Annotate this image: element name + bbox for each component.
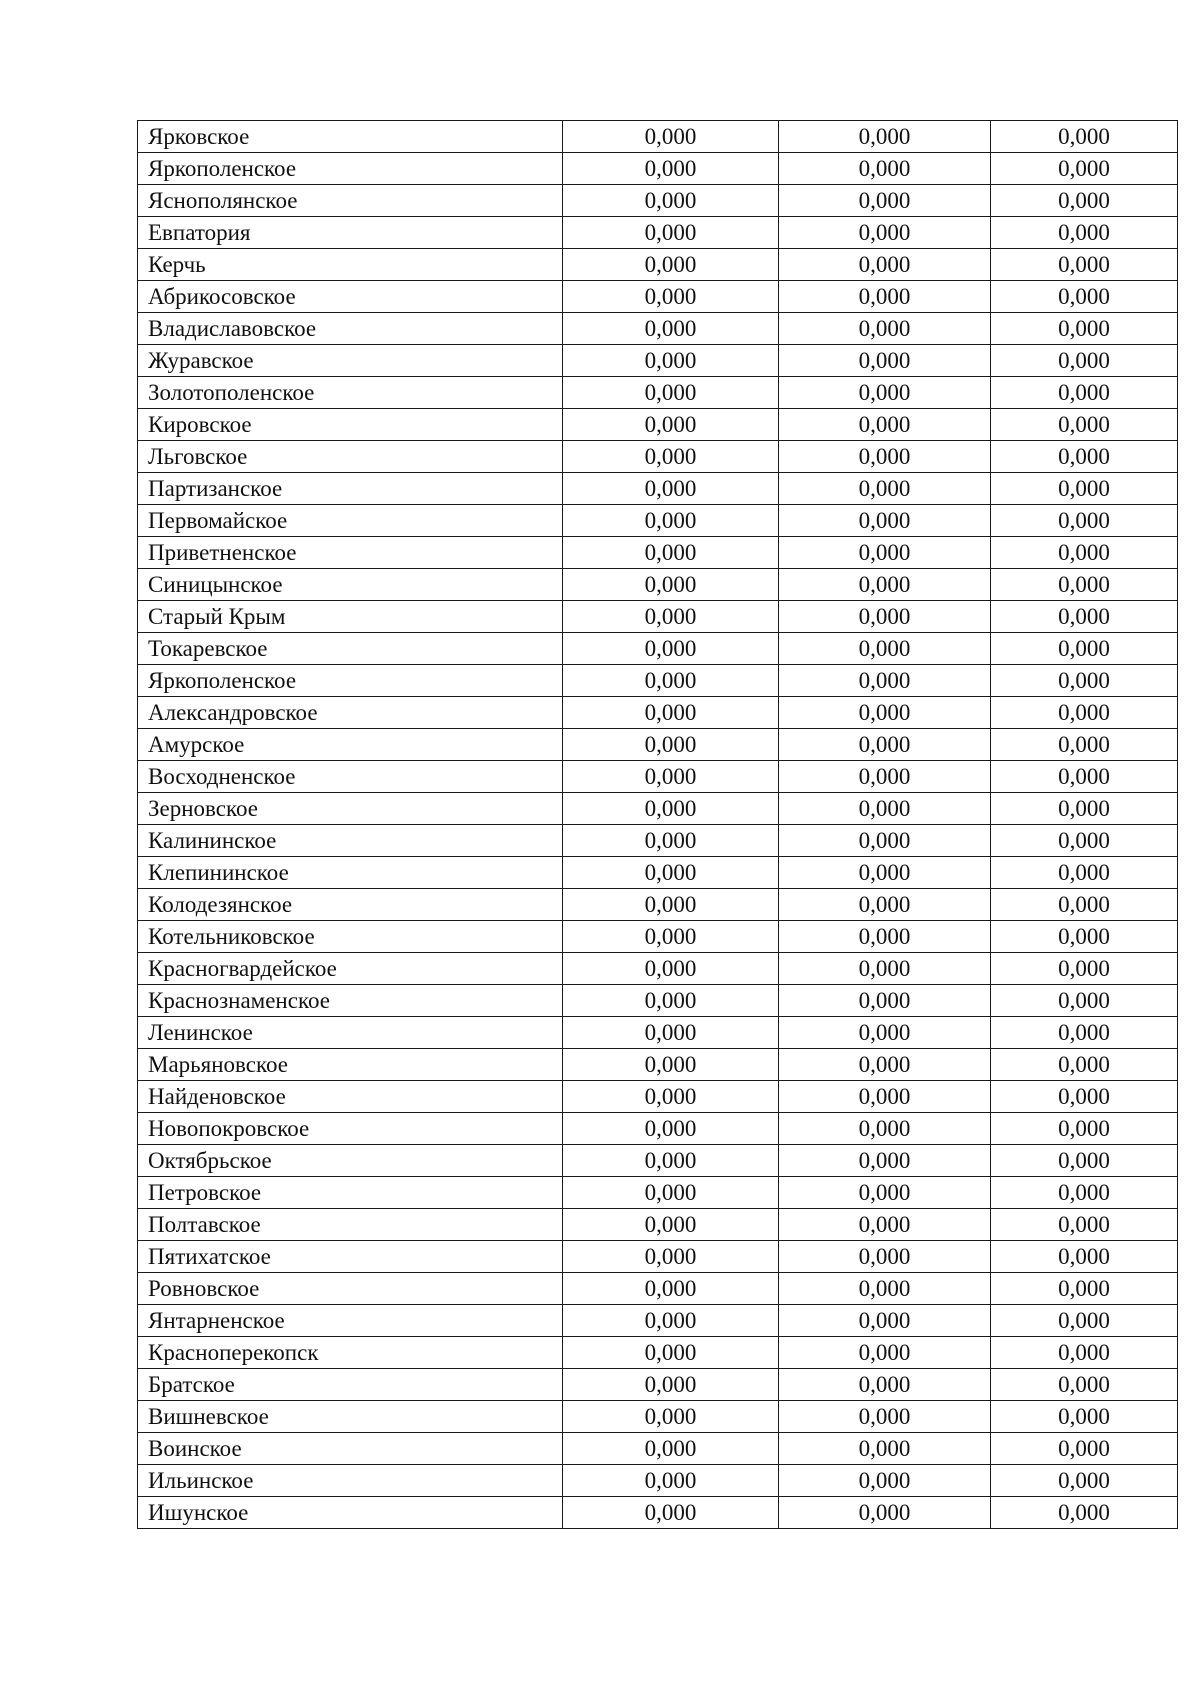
value-col-2: 0,000 [779,857,991,889]
value-col-1: 0,000 [563,281,779,313]
value-col-1: 0,000 [563,185,779,217]
settlement-name: Красноперекопск [138,1337,563,1369]
table-row [138,1401,1178,1433]
settlement-name: Найденовское [138,1081,563,1113]
value-col-2: 0,000 [779,121,991,153]
value-col-3: 0,000 [991,217,1178,249]
value-col-1: 0,000 [563,633,779,665]
table-row [138,1081,1178,1113]
value-col-1: 0,000 [563,1241,779,1273]
value-col-1: 0,000 [563,217,779,249]
value-col-2: 0,000 [779,153,991,185]
settlement-name: Петровское [138,1177,563,1209]
value-col-3: 0,000 [991,1433,1178,1465]
value-col-3: 0,000 [991,1081,1178,1113]
value-col-3: 0,000 [991,857,1178,889]
value-col-1: 0,000 [563,377,779,409]
value-col-3: 0,000 [991,1209,1178,1241]
value-col-2: 0,000 [779,1241,991,1273]
table-row [138,345,1178,377]
table-row [138,1433,1178,1465]
value-col-1: 0,000 [563,1209,779,1241]
value-col-2: 0,000 [779,185,991,217]
settlement-name: Александровское [138,697,563,729]
value-col-3: 0,000 [991,601,1178,633]
value-col-2: 0,000 [779,569,991,601]
value-col-3: 0,000 [991,537,1178,569]
table-row [138,249,1178,281]
table-row [138,889,1178,921]
value-col-3: 0,000 [991,1369,1178,1401]
table-row [138,505,1178,537]
value-col-3: 0,000 [991,1049,1178,1081]
value-col-3: 0,000 [991,1145,1178,1177]
settlement-name: Первомайское [138,505,563,537]
table-row [138,1017,1178,1049]
value-col-1: 0,000 [563,889,779,921]
table-row [138,1369,1178,1401]
value-col-1: 0,000 [563,761,779,793]
table-row [138,1113,1178,1145]
settlement-name: Янтарненское [138,1305,563,1337]
value-col-2: 0,000 [779,1401,991,1433]
value-col-3: 0,000 [991,1337,1178,1369]
table-row [138,473,1178,505]
value-col-1: 0,000 [563,505,779,537]
table-row [138,1177,1178,1209]
value-col-1: 0,000 [563,1017,779,1049]
value-col-2: 0,000 [779,1113,991,1145]
value-col-1: 0,000 [563,1465,779,1497]
settlement-name: Ярковское [138,121,563,153]
value-col-2: 0,000 [779,633,991,665]
value-col-1: 0,000 [563,697,779,729]
value-col-2: 0,000 [779,1497,991,1529]
value-col-2: 0,000 [779,601,991,633]
value-col-2: 0,000 [779,985,991,1017]
settlement-name: Яснополянское [138,185,563,217]
value-col-2: 0,000 [779,1177,991,1209]
value-col-1: 0,000 [563,1433,779,1465]
value-col-2: 0,000 [779,1465,991,1497]
table-row [138,377,1178,409]
settlement-name: Новопокровское [138,1113,563,1145]
value-col-1: 0,000 [563,1145,779,1177]
data-table [137,120,1178,1529]
value-col-1: 0,000 [563,249,779,281]
settlement-name: Ровновское [138,1273,563,1305]
value-col-1: 0,000 [563,1337,779,1369]
value-col-2: 0,000 [779,441,991,473]
value-col-1: 0,000 [563,537,779,569]
value-col-2: 0,000 [779,1017,991,1049]
value-col-1: 0,000 [563,153,779,185]
value-col-1: 0,000 [563,601,779,633]
value-col-2: 0,000 [779,665,991,697]
settlement-name: Льговское [138,441,563,473]
value-col-3: 0,000 [991,281,1178,313]
value-col-2: 0,000 [779,1145,991,1177]
table-row [138,185,1178,217]
value-col-3: 0,000 [991,761,1178,793]
value-col-2: 0,000 [779,377,991,409]
value-col-2: 0,000 [779,313,991,345]
table-row [138,1305,1178,1337]
table-row [138,313,1178,345]
settlement-name: Красногвардейское [138,953,563,985]
value-col-2: 0,000 [779,1049,991,1081]
settlement-name: Ленинское [138,1017,563,1049]
value-col-3: 0,000 [991,249,1178,281]
settlement-name: Клепининское [138,857,563,889]
value-col-2: 0,000 [779,537,991,569]
value-col-1: 0,000 [563,1497,779,1529]
table-row [138,665,1178,697]
value-col-2: 0,000 [779,729,991,761]
settlement-name: Золотополенское [138,377,563,409]
value-col-1: 0,000 [563,1177,779,1209]
value-col-3: 0,000 [991,1465,1178,1497]
value-col-3: 0,000 [991,825,1178,857]
settlement-name: Краснознаменское [138,985,563,1017]
table-row [138,921,1178,953]
table-row [138,1497,1178,1529]
value-col-3: 0,000 [991,1401,1178,1433]
value-col-3: 0,000 [991,569,1178,601]
settlement-name: Журавское [138,345,563,377]
settlement-name: Зерновское [138,793,563,825]
value-col-2: 0,000 [779,1369,991,1401]
settlement-name: Братское [138,1369,563,1401]
settlement-name: Партизанское [138,473,563,505]
value-col-3: 0,000 [991,153,1178,185]
settlement-name: Яркополенское [138,665,563,697]
value-col-2: 0,000 [779,217,991,249]
table-row [138,985,1178,1017]
settlement-name: Ишунское [138,1497,563,1529]
settlement-name: Воинское [138,1433,563,1465]
value-col-3: 0,000 [991,633,1178,665]
value-col-2: 0,000 [779,345,991,377]
value-col-2: 0,000 [779,1273,991,1305]
value-col-2: 0,000 [779,793,991,825]
value-col-3: 0,000 [991,473,1178,505]
table-row [138,217,1178,249]
table-row [138,121,1178,153]
settlement-name: Абрикосовское [138,281,563,313]
settlement-name: Амурское [138,729,563,761]
settlement-name: Восходненское [138,761,563,793]
settlement-name: Токаревское [138,633,563,665]
value-col-1: 0,000 [563,1081,779,1113]
value-col-3: 0,000 [991,1273,1178,1305]
table-row [138,601,1178,633]
settlement-name: Старый Крым [138,601,563,633]
value-col-2: 0,000 [779,473,991,505]
value-col-3: 0,000 [991,1497,1178,1529]
value-col-3: 0,000 [991,313,1178,345]
value-col-1: 0,000 [563,793,779,825]
table-row [138,1465,1178,1497]
settlement-name: Котельниковское [138,921,563,953]
value-col-2: 0,000 [779,1081,991,1113]
table-row [138,857,1178,889]
value-col-2: 0,000 [779,409,991,441]
table-row [138,1337,1178,1369]
value-col-3: 0,000 [991,889,1178,921]
table-row [138,729,1178,761]
settlement-name: Керчь [138,249,563,281]
value-col-1: 0,000 [563,473,779,505]
table-row [138,1241,1178,1273]
value-col-2: 0,000 [779,953,991,985]
value-col-3: 0,000 [991,729,1178,761]
table-row [138,825,1178,857]
value-col-2: 0,000 [779,1337,991,1369]
table-row [138,1273,1178,1305]
value-col-3: 0,000 [991,697,1178,729]
value-col-3: 0,000 [991,121,1178,153]
value-col-3: 0,000 [991,377,1178,409]
value-col-1: 0,000 [563,121,779,153]
value-col-1: 0,000 [563,1305,779,1337]
value-col-3: 0,000 [991,185,1178,217]
value-col-2: 0,000 [779,825,991,857]
table-row [138,697,1178,729]
value-col-3: 0,000 [991,665,1178,697]
settlement-name: Кировское [138,409,563,441]
settlement-name: Ильинское [138,1465,563,1497]
value-col-2: 0,000 [779,889,991,921]
value-col-1: 0,000 [563,409,779,441]
settlement-name: Приветненское [138,537,563,569]
value-col-2: 0,000 [779,921,991,953]
value-col-1: 0,000 [563,1113,779,1145]
table-row [138,953,1178,985]
value-col-2: 0,000 [779,1433,991,1465]
value-col-1: 0,000 [563,665,779,697]
table-row [138,281,1178,313]
table-row [138,1145,1178,1177]
value-col-2: 0,000 [779,281,991,313]
value-col-3: 0,000 [991,1241,1178,1273]
value-col-1: 0,000 [563,985,779,1017]
value-col-1: 0,000 [563,921,779,953]
value-col-1: 0,000 [563,729,779,761]
table-row [138,153,1178,185]
value-col-3: 0,000 [991,505,1178,537]
value-col-2: 0,000 [779,1305,991,1337]
value-col-3: 0,000 [991,441,1178,473]
value-col-1: 0,000 [563,345,779,377]
value-col-3: 0,000 [991,1113,1178,1145]
value-col-1: 0,000 [563,313,779,345]
settlement-name: Октябрьское [138,1145,563,1177]
settlement-name: Евпатория [138,217,563,249]
value-col-3: 0,000 [991,345,1178,377]
value-col-1: 0,000 [563,857,779,889]
settlement-name: Яркополенское [138,153,563,185]
settlement-name: Калининское [138,825,563,857]
value-col-1: 0,000 [563,1401,779,1433]
value-col-1: 0,000 [563,1369,779,1401]
value-col-3: 0,000 [991,793,1178,825]
settlement-name: Полтавское [138,1209,563,1241]
settlement-name: Колодезянское [138,889,563,921]
value-col-3: 0,000 [991,1177,1178,1209]
table-row [138,569,1178,601]
table-row [138,793,1178,825]
value-col-3: 0,000 [991,921,1178,953]
value-col-1: 0,000 [563,441,779,473]
value-col-1: 0,000 [563,1273,779,1305]
value-col-3: 0,000 [991,409,1178,441]
table-row [138,537,1178,569]
value-col-2: 0,000 [779,697,991,729]
value-col-3: 0,000 [991,985,1178,1017]
value-col-3: 0,000 [991,1017,1178,1049]
table-row [138,633,1178,665]
value-col-1: 0,000 [563,953,779,985]
value-col-1: 0,000 [563,1049,779,1081]
table-row [138,1209,1178,1241]
settlement-name: Синицынское [138,569,563,601]
settlement-name: Марьяновское [138,1049,563,1081]
table-row [138,761,1178,793]
settlement-name: Владиславовское [138,313,563,345]
settlement-name: Вишневское [138,1401,563,1433]
value-col-3: 0,000 [991,1305,1178,1337]
table-body [138,121,1178,1529]
value-col-1: 0,000 [563,569,779,601]
value-col-1: 0,000 [563,825,779,857]
value-col-2: 0,000 [779,1209,991,1241]
value-col-3: 0,000 [991,953,1178,985]
settlement-name: Пятихатское [138,1241,563,1273]
table-row [138,409,1178,441]
value-col-2: 0,000 [779,761,991,793]
table-row [138,1049,1178,1081]
table-row [138,441,1178,473]
value-col-2: 0,000 [779,249,991,281]
value-col-2: 0,000 [779,505,991,537]
